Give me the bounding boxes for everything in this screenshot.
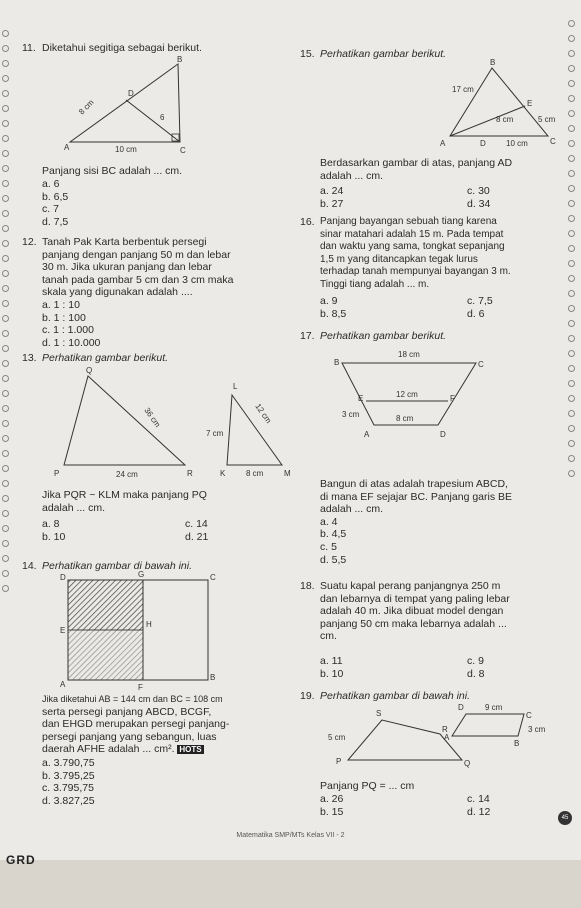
brand-logo: GRD [6,853,36,867]
side-label: 10 cm [115,145,137,154]
vertex-label: A [364,430,370,439]
option: d. 7,5 [42,215,69,228]
vertex-label: A [444,733,450,742]
vertex-label: A [440,139,446,148]
text-line: di mana EF sejajar BC. Panjang garis BE [320,490,513,503]
page-number: 45 [558,811,572,825]
option: a. 11 [320,655,343,667]
side-label: 12 cm [253,401,274,426]
vertex-label: D [60,573,66,582]
question-16 [300,216,320,229]
vertex-label: G [138,570,145,579]
question-18 [300,580,320,593]
side-label: 36 cm [142,405,163,430]
page-footer: Matematika SMP/MTs Kelas VII - 2 [236,832,345,839]
side-label: 9 cm [485,703,503,712]
question-text: Perhatikan gambar berikut. [42,352,169,364]
text-line: Jika diketahui AB = 144 cm dan BC = 108 cm [42,694,223,704]
text-line: adalah 40 m. Jika dibuat model dengan [320,605,504,618]
text-line: serta persegi panjang ABCD, BCGF, [42,705,212,718]
question-12 [22,236,42,249]
vertex-label: L [233,382,238,391]
text-line: daerah AFHE adalah ... cm². [42,743,175,756]
side-label: 3 cm [528,725,546,734]
vertex-label: C [478,360,484,369]
text-line: adalah ... cm. [320,169,384,182]
side-label: 8 cm [77,97,96,117]
options-11 [42,178,68,228]
option: a. 8 [42,518,60,530]
option: a. 1 : 10 [42,298,80,311]
vertex-label: C [210,573,216,582]
question-12-text [42,236,272,349]
question-11-prompt: Panjang sisi BC adalah ... cm. [42,165,183,177]
vertex-label: F [138,683,143,692]
triangle-figure-11 [60,55,200,160]
question-text: Perhatikan gambar di bawah ini. [320,690,471,702]
text-line: panjang dengan panjang 50 m dan lebar [42,248,231,261]
question-number: 17. [300,330,315,342]
question-number: 18. [300,580,315,592]
question-19-prompt: Panjang PQ = ... cm [320,780,415,792]
binding-holes [2,30,12,550]
option: d. 12 [467,806,491,818]
side-label: 5 cm [328,733,346,742]
text-line: Tanah Pak Karta berbentuk persegi [42,236,207,248]
question-number: 19. [300,690,315,702]
text-line: skala yang digunakan adalah .... [42,286,193,299]
vertex-label: Q [86,366,93,375]
text-line: persegi panjang yang sebangun, luas [42,730,217,743]
option: a. 6 [42,178,60,190]
option: c. 3.795,75 [42,782,94,795]
question-number: 13. [22,352,37,364]
option: c. 30 [467,185,490,197]
trapezoid-figure-17 [330,345,490,445]
vertex-label: R [187,469,193,478]
question-text: Perhatikan gambar berikut. [320,330,447,342]
triangle-figure-15 [420,58,570,152]
question-text: Diketahui segitiga sebagai berikut. [42,42,202,54]
side-label: 5 cm [538,115,556,124]
question-text: Perhatikan gambar berikut. [320,48,447,60]
side-label: 8 cm [246,469,264,478]
option: d. 21 [185,531,209,543]
question-number: 14. [22,560,37,572]
text-line: Panjang bayangan sebuah tiang karena [320,216,497,227]
side-label: 18 cm [398,350,420,359]
side-label: 17 cm [452,85,474,94]
option: a. 4 [320,515,338,528]
question-18-text [320,580,570,643]
vertex-label: B [514,739,520,748]
text-line: 1,5 m yang ditancapkan tegak lurus [320,253,478,265]
vertex-label: F [450,394,455,403]
vertex-label: D [440,430,446,439]
option: c. 14 [467,793,490,805]
vertex-label: C [550,137,556,146]
option: b. 8,5 [320,308,347,320]
option: d. 3.827,25 [42,794,95,807]
vertex-label: H [146,620,152,629]
side-label: 10 cm [506,139,528,148]
text-line: adalah ... cm. [320,503,384,516]
vertex-label: C [180,146,186,155]
question-17 [300,330,446,343]
text-line: dan EHGD merupakan persegi panjang- [42,718,230,731]
option: a. 9 [320,295,338,307]
text-line: dan waktu yang sama, tongkat sepanjang [320,241,505,253]
option: d. 34 [467,198,491,210]
text-line: dan lebarnya di tempat yang paling lebar [320,592,510,605]
side-label: 3 cm [342,410,360,419]
rectangles-figure-14 [58,570,218,692]
vertex-label: E [358,394,364,403]
text-line: Tinggi tiang adalah ... m. [320,278,430,290]
side-label: 6 [160,113,165,122]
vertex-label: A [64,143,70,152]
option: b. 6,5 [42,190,69,203]
option: b. 1 : 100 [42,311,86,324]
vertex-label: B [210,673,216,682]
text-line: adalah ... cm. [42,501,106,514]
question-17-text [320,478,570,566]
question-text: Perhatikan gambar di bawah ini. [42,560,193,572]
option: b. 27 [320,198,344,210]
option: c. 7 [42,203,59,216]
vertex-label: E [60,626,66,635]
option: d. 6 [467,308,485,320]
side-label: 12 cm [396,390,418,399]
vertex-label: S [376,709,382,718]
option: c. 1 : 1.000 [42,324,94,337]
option: b. 15 [320,806,344,818]
vertex-label: P [54,469,60,478]
option: a. 24 [320,185,344,197]
side-label: 7 cm [206,429,224,438]
text-line: 30 m. Jika ukuran panjang dan lebar [42,261,212,274]
text-line: Berdasarkan gambar di atas, panjang AD [320,157,513,169]
vertex-label: R [442,725,448,734]
vertex-label: M [284,469,291,478]
vertex-label: D [128,89,134,98]
question-15 [300,48,446,61]
question-13 [22,352,168,365]
question-number: 16. [300,216,315,228]
text-line: panjang 50 cm maka lebarnya adalah ... [320,617,507,630]
side-label: 24 cm [116,470,138,479]
vertex-label: B [334,358,340,367]
vertex-label: P [336,757,342,766]
text-line: tanah pada gambar 5 cm dan 3 cm maka [42,273,234,286]
vertex-label: C [526,711,532,720]
option: a. 3.790,75 [42,756,95,769]
vertex-label: Q [464,759,471,768]
question-14 [22,560,192,573]
option: c. 7,5 [467,295,493,307]
option: a. 26 [320,793,344,805]
option: b. 4,5 [320,528,347,541]
option: d. 1 : 10.000 [42,336,101,349]
question-11 [22,42,202,55]
question-number: 15. [300,48,315,60]
side-label: 8 cm [396,414,414,423]
text-line: terhadap tanah mempunyai bayangan 3 m. [320,266,511,278]
question-16-text [320,216,570,292]
question-number: 12. [22,236,37,248]
text-line: Suatu kapal perang panjangnya 250 m [320,580,501,592]
question-14-text [42,693,292,807]
question-number: 11. [22,42,36,54]
vertex-label: D [458,703,464,712]
option: d. 8 [467,668,485,680]
vertex-label: B [177,55,183,64]
shapes-figure-19 [330,700,570,775]
option: c. 14 [185,518,208,530]
option: b. 10 [42,531,66,543]
option: d. 5,5 [320,553,347,566]
option: b. 10 [320,668,344,680]
hots-badge: HOTS [179,745,202,755]
question-13-text [42,489,282,514]
vertex-label: K [220,469,226,478]
vertex-label: E [527,99,533,108]
triangles-figure-13 [50,366,291,480]
option: b. 3.795,25 [42,769,95,782]
option: c. 5 [320,540,337,553]
side-label: 8 cm [496,115,514,124]
vertex-label: D [480,139,486,148]
text-line: cm. [320,630,337,643]
vertex-label: B [490,58,496,67]
text-line: Jika PQR ~ KLM maka panjang PQ [42,489,207,501]
vertex-label: A [60,680,66,689]
text-line: sinar matahari adalah 15 m. Pada tempat [320,228,504,240]
question-15-text [320,157,565,182]
option: c. 9 [467,655,484,667]
text-line: Bangun di atas adalah trapesium ABCD, [320,478,508,490]
